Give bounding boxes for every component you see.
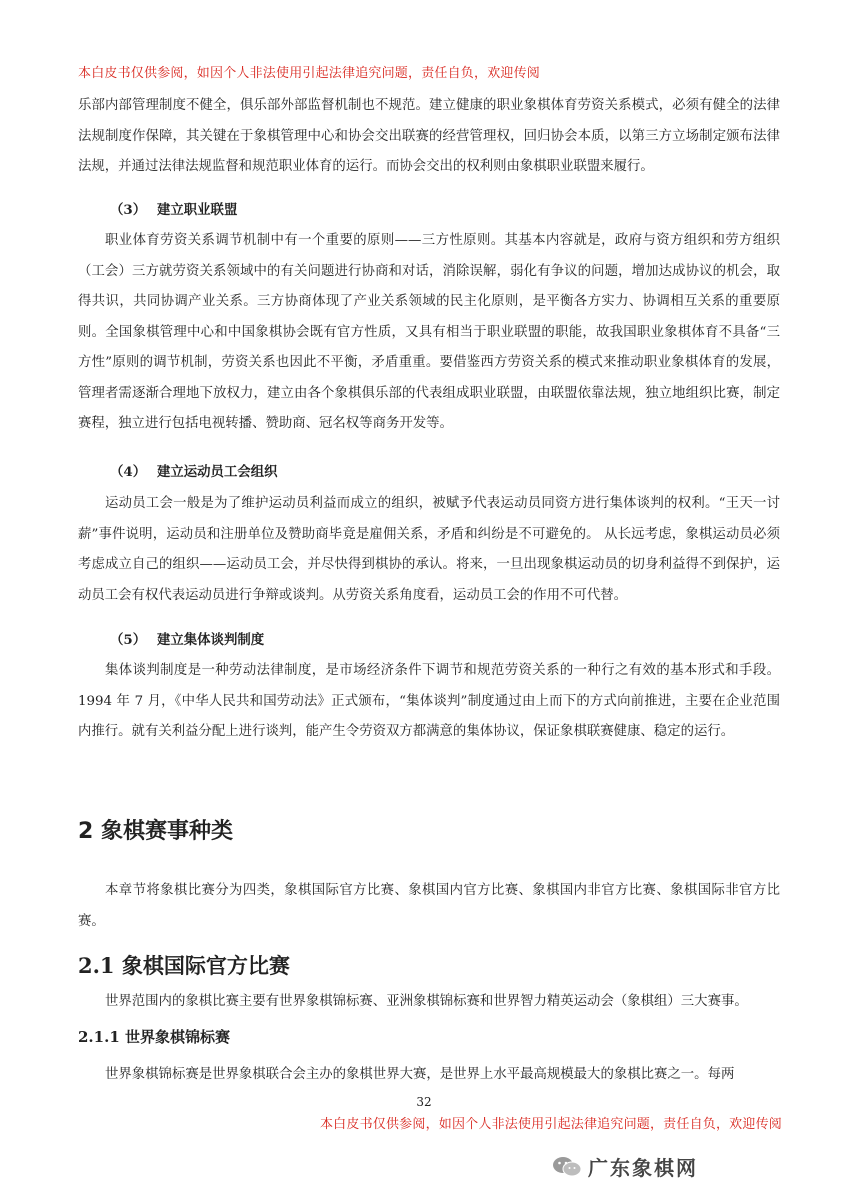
chapter-title: 2 象棋赛事种类: [78, 819, 233, 844]
wechat-icon: [552, 1156, 582, 1178]
heading-number: （4）: [110, 464, 147, 480]
paragraph-subsection: 世界象棋锦标赛是世界象棋联合会主办的象棋世界大赛，是世界上水平最高规模最大的象棋比赛之一。每两: [105, 1067, 735, 1082]
paragraph-section-3: 职业体育劳资关系调节机制中有一个重要的原则——三方性原则。其基本内容就是，政府与资方组织和劳方组织（工会）三方就劳资关系领域中的有关问题进行协商和对话，消除误解，弱化有争议的问题，增加达成协议的机会，取得共识，共同协调产业关系。三方协商体现了产业关系领域的民主化原则，是平衡各方实力、协调相互关系的重要原则。全国象棋管理中心和中国象棋协会既有官方性质，又具有相当于职业联盟的职能，故我国职业象棋体育不具备“三方性”原则的调节机制，劳资关系也因此不平衡，矛盾重重。要借鉴西方劳资关系的模式来推动职业象棋体育的发展，管理者需逐渐合理地下放权力，建立由各个象棋俱乐部的代表组成职业联盟，由联盟依靠法规，独立地组织比赛，制定赛程，独立进行包括电视转播、赞助商、冠名权等商务开发等。: [78, 233, 780, 431]
heading-title: 建立运动员工会组织: [157, 464, 278, 480]
watermark: [552, 1152, 698, 1181]
section-title: 2.1 象棋国际官方比赛: [78, 953, 290, 978]
heading-section-3: [110, 195, 237, 225]
paragraph-intro: 乐部内部管理制度不健全，俱乐部外部监督机制也不规范。建立健康的职业象棋体育劳资关系模式，必须有健全的法律法规制度作保障，其关键在于象棋管理中心和协会交出联赛的经营管理权，回归协会本质，以第三方立场制定颁布法律法规，并通过法律法规监督和规范职业体育的运行。而协会交出的权利则由象棋职业联盟来履行。: [78, 98, 780, 174]
page-number: 32: [416, 1095, 432, 1109]
paragraph-section-4: 运动员工会一般是为了维护运动员利益而成立的组织，被赋予代表运动员同资方进行集体谈判的权利。“王天一讨薪”事件说明，运动员和注册单位及赞助商毕竟是雇佣关系，矛盾和纠纷是不可避免的。 从长远考虑，象棋运动员必须考虑成立自己的组织——运动员工会，并尽快得到棋协的承认。将来，一旦出现象棋运动员的切身利益得不到保护，运动员工会有权代表运动员进行争辩或谈判。从劳资关系角度看，运动员工会的作用不可代替。: [78, 496, 780, 603]
subsection-title: 2.1.1 世界象棋锦标赛: [78, 1028, 230, 1046]
watermark-text: 广东象棋网: [588, 1156, 698, 1180]
heading-section-5: [110, 625, 264, 655]
heading-title: 建立集体谈判制度: [157, 632, 265, 648]
paragraph-section: 世界范围内的象棋比赛主要有世界象棋锦标赛、亚洲象棋锦标赛和世界智力精英运动会（象棋组）三大赛事。: [105, 994, 748, 1009]
paragraph-section-5: 集体谈判制度是一种劳动法律制度，是市场经济条件下调节和规范劳资关系的一种行之有效的基本形式和手段。1994 年 7 月，《中华人民共和国劳动法》正式颁布，“集体谈判”制度通过由上而下的方式向前推进，主要在企业范围内推行。就有关利益分配上进行谈判，能产生令劳资双方都满意的集体协议，保证象棋联赛健康、稳定的运行。: [78, 663, 780, 739]
heading-title: 建立职业联盟: [157, 202, 238, 218]
footer-disclaimer: 本白皮书仅供参阅，如因个人非法使用引起法律追究问题，责任自负，欢迎传阅: [319, 1117, 782, 1132]
heading-number: （3）: [110, 202, 147, 218]
paragraph-chapter: 本章节将象棋比赛分为四类，象棋国际官方比赛、象棋国内官方比赛、象棋国内非官方比赛、象棋国际非官方比赛。: [78, 883, 780, 929]
heading-number: （5）: [110, 632, 147, 648]
header-disclaimer: 本白皮书仅供参阅，如因个人非法使用引起法律追究问题，责任自负，欢迎传阅: [78, 66, 541, 81]
heading-section-4: [110, 457, 278, 487]
